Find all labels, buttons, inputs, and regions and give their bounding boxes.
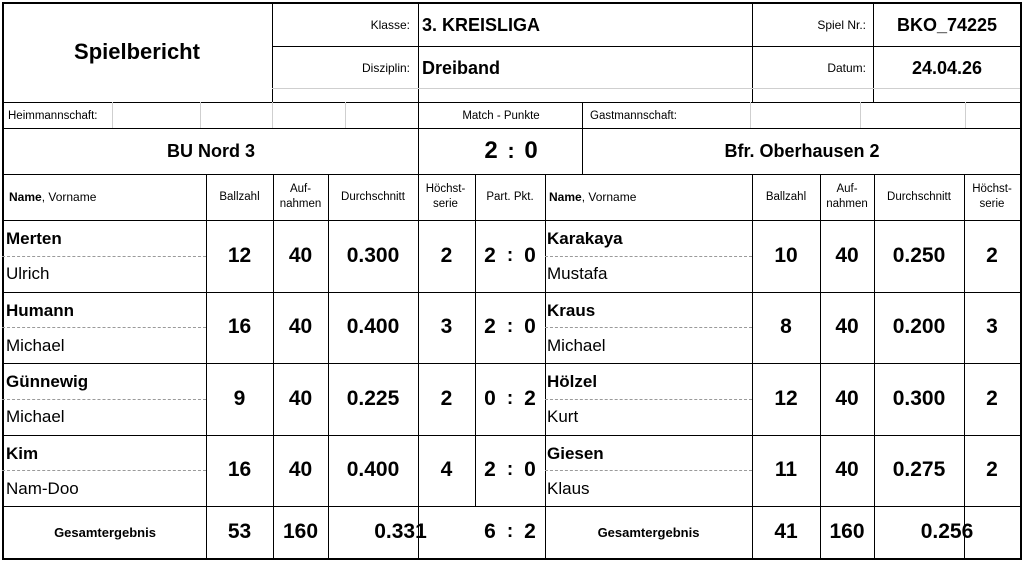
guest-highest-series: 2: [986, 243, 998, 267]
guest-innings: 40: [835, 243, 859, 267]
guest-average: 0.275: [892, 458, 946, 482]
totals-pp-home: 6: [484, 520, 496, 543]
totals-label-guest: Gesamtergebnis: [597, 524, 700, 540]
team-guide: [860, 102, 861, 128]
header-divider: [752, 2, 753, 102]
partie-points-separator: :: [506, 316, 514, 338]
name-separator: [545, 256, 752, 257]
row-divider: [2, 292, 1020, 293]
guest-player-lastname: Kraus: [547, 300, 596, 320]
name-separator: [2, 470, 206, 471]
totals-guest-balls: 41: [774, 520, 798, 543]
column-divider: [475, 174, 476, 506]
col-header-part-pkt: Part. Pkt.: [486, 190, 534, 203]
column-divider: [545, 174, 546, 558]
match-points-separator: :: [507, 138, 515, 163]
col-header-name-rest: , Vorname: [581, 190, 637, 204]
guest-average: 0.200: [892, 315, 946, 339]
gast-team-name: Bfr. Oberhausen 2: [724, 140, 880, 161]
totals-home-innings: 160: [282, 520, 319, 543]
row-divider: [2, 435, 1020, 436]
home-average: 0.400: [346, 458, 400, 482]
match-punkte-label: Match - Punkte: [462, 110, 540, 122]
partie-points-home: 2: [484, 458, 496, 482]
match-points-home: 2: [484, 137, 498, 164]
header-bottom: [2, 102, 1020, 103]
home-innings: 40: [288, 243, 313, 267]
home-player-firstname: Michael: [6, 407, 65, 426]
home-player-lastname: Kim: [6, 443, 39, 463]
guest-balls: 11: [774, 458, 798, 482]
col-header-hoechstserie-guest: [964, 174, 1020, 220]
column-divider: [418, 174, 419, 558]
name-separator: [2, 399, 206, 400]
name-separator: [545, 327, 752, 328]
disziplin-label: Disziplin:: [361, 61, 410, 75]
name-separator: [545, 470, 752, 471]
home-player-lastname: Humann: [6, 300, 74, 320]
guest-highest-series: 2: [986, 386, 998, 410]
col-header-aufnahmen-line2: nahmen: [826, 198, 868, 210]
guest-balls: 12: [774, 386, 798, 410]
home-highest-series: 3: [440, 315, 453, 339]
partie-points-separator: :: [506, 459, 514, 481]
outer-border: [2, 2, 4, 558]
home-highest-series: 2: [440, 243, 453, 267]
totals-label-home: Gesamtergebnis: [54, 524, 156, 540]
team-guide: [272, 102, 273, 128]
guest-balls: 10: [774, 243, 798, 267]
guest-player-firstname: Michael: [547, 335, 606, 355]
partie-points-guest: 0: [524, 458, 536, 482]
datum-value: 24.04.26: [911, 57, 983, 78]
guest-highest-series: 3: [986, 315, 998, 339]
home-average: 0.400: [346, 315, 400, 339]
totals-pp-guest: 2: [524, 520, 536, 543]
guest-average: 0.250: [892, 243, 946, 267]
guest-player-lastname: Giesen: [547, 443, 604, 463]
partie-points-home: 0: [484, 386, 496, 410]
partie-points-separator: :: [506, 387, 514, 409]
guest-balls: 8: [780, 315, 792, 339]
name-separator: [545, 399, 752, 400]
team-guide: [750, 102, 751, 128]
team-divider: [2, 128, 1020, 129]
partie-points-separator: :: [506, 244, 514, 266]
header-guide: [272, 88, 1020, 89]
home-average: 0.225: [346, 386, 400, 410]
match-points-guest: 0: [524, 137, 538, 164]
column-divider: [273, 174, 274, 558]
home-average: 0.300: [346, 243, 400, 267]
gast-label: Gastmannschaft:: [590, 110, 677, 122]
column-divider: [874, 174, 875, 558]
column-divider: [328, 174, 329, 558]
guest-innings: 40: [835, 315, 859, 339]
outer-border: [2, 558, 1022, 560]
column-divider: [752, 174, 753, 558]
col-header-durchschnitt-guest: Durchschnitt: [887, 190, 951, 203]
partie-points-guest: 2: [524, 386, 536, 410]
team-guide: [965, 102, 966, 128]
row-divider: [2, 220, 1020, 221]
heim-team-name: BU Nord 3: [166, 140, 255, 161]
col-header-hoechstserie-line1: Höchst-: [972, 183, 1012, 195]
klasse-label: Klasse:: [370, 18, 410, 32]
guest-player-lastname: Hölzel: [547, 372, 598, 391]
row-divider: [2, 363, 1020, 364]
partie-points-guest: 0: [524, 243, 536, 267]
guest-player-firstname: Mustafa: [547, 264, 608, 283]
header-divider: [873, 2, 874, 102]
column-divider: [820, 174, 821, 558]
home-player-firstname: Michael: [6, 335, 65, 355]
col-header-aufnahmen-line2: nahmen: [279, 198, 322, 210]
totals-home-balls: 53: [227, 520, 252, 543]
outer-border: [1020, 2, 1022, 558]
col-header-aufnahmen-line1: Auf-: [836, 183, 858, 195]
totals-pp-separator: :: [506, 521, 514, 542]
col-header-hoechstserie-line2: serie: [433, 198, 458, 210]
home-player-firstname: Nam-Doo: [6, 478, 79, 498]
home-balls: 16: [227, 315, 252, 339]
col-header-ballzahl-guest: Ballzahl: [765, 190, 807, 203]
partie-points-home: 2: [484, 243, 496, 267]
spiel-nr-value: BKO_74225: [896, 14, 998, 35]
outer-border: [2, 2, 1022, 4]
totals-home-average: 0.331: [374, 520, 427, 543]
col-header-hoechstserie-line2: serie: [979, 198, 1005, 210]
table-top: [2, 174, 1020, 175]
col-header-hoechstserie-home: [418, 174, 473, 220]
klasse-value: 3. KREISLIGA: [422, 14, 541, 35]
partie-points-guest: 0: [524, 315, 536, 339]
col-header-ballzahl-home: Ballzahl: [219, 190, 260, 203]
column-divider: [964, 174, 965, 558]
guest-innings: 40: [835, 386, 859, 410]
header-divider: [272, 46, 1020, 47]
guest-player-firstname: Klaus: [547, 478, 590, 498]
guest-player-firstname: Kurt: [547, 407, 579, 426]
col-header-name-bold: Name: [9, 190, 42, 204]
header-divider: [418, 2, 419, 102]
guest-highest-series: 2: [986, 458, 998, 482]
team-divider: [582, 102, 583, 174]
col-header-name-guest: [549, 174, 745, 220]
col-header-name-rest: , Vorname: [41, 190, 97, 204]
home-highest-series: 2: [440, 386, 453, 410]
team-divider: [418, 102, 419, 174]
team-guide: [112, 102, 113, 128]
home-balls: 9: [233, 386, 246, 410]
totals-guest-average: 0.256: [920, 520, 974, 543]
home-player-lastname: Merten: [6, 229, 62, 248]
spiel-nr-label: Spiel Nr.:: [817, 18, 866, 32]
row-divider: [2, 506, 1020, 507]
guest-player-lastname: Karakaya: [547, 229, 623, 248]
page-title: Spielbericht: [74, 39, 200, 64]
disziplin-value: Dreiband: [422, 57, 501, 78]
name-separator: [2, 327, 206, 328]
home-player-lastname: Günnewig: [6, 372, 89, 391]
guest-average: 0.300: [892, 386, 946, 410]
column-divider: [206, 174, 207, 558]
heim-label: Heimmannschaft:: [8, 110, 98, 122]
home-highest-series: 4: [440, 458, 453, 482]
totals-guest-innings: 160: [829, 520, 865, 543]
home-player-firstname: Ulrich: [6, 264, 50, 283]
name-separator: [2, 256, 206, 257]
col-header-aufnahmen-line1: Auf-: [289, 183, 312, 195]
col-header-aufnahmen-home: [273, 174, 328, 220]
home-innings: 40: [288, 458, 313, 482]
team-guide: [200, 102, 201, 128]
team-guide: [345, 102, 346, 128]
col-header-aufnahmen-guest: [820, 174, 874, 220]
home-innings: 40: [288, 386, 313, 410]
datum-label: Datum:: [827, 61, 866, 75]
home-balls: 16: [227, 458, 252, 482]
col-header-hoechstserie-line1: Höchst-: [425, 183, 466, 195]
partie-points-home: 2: [484, 315, 496, 339]
header-divider: [272, 2, 273, 102]
col-header-name-bold: Name: [549, 190, 582, 204]
home-innings: 40: [288, 315, 313, 339]
home-balls: 12: [227, 243, 252, 267]
guest-innings: 40: [835, 458, 859, 482]
col-header-durchschnitt-home: Durchschnitt: [341, 190, 405, 203]
col-header-name-home: [9, 174, 205, 220]
